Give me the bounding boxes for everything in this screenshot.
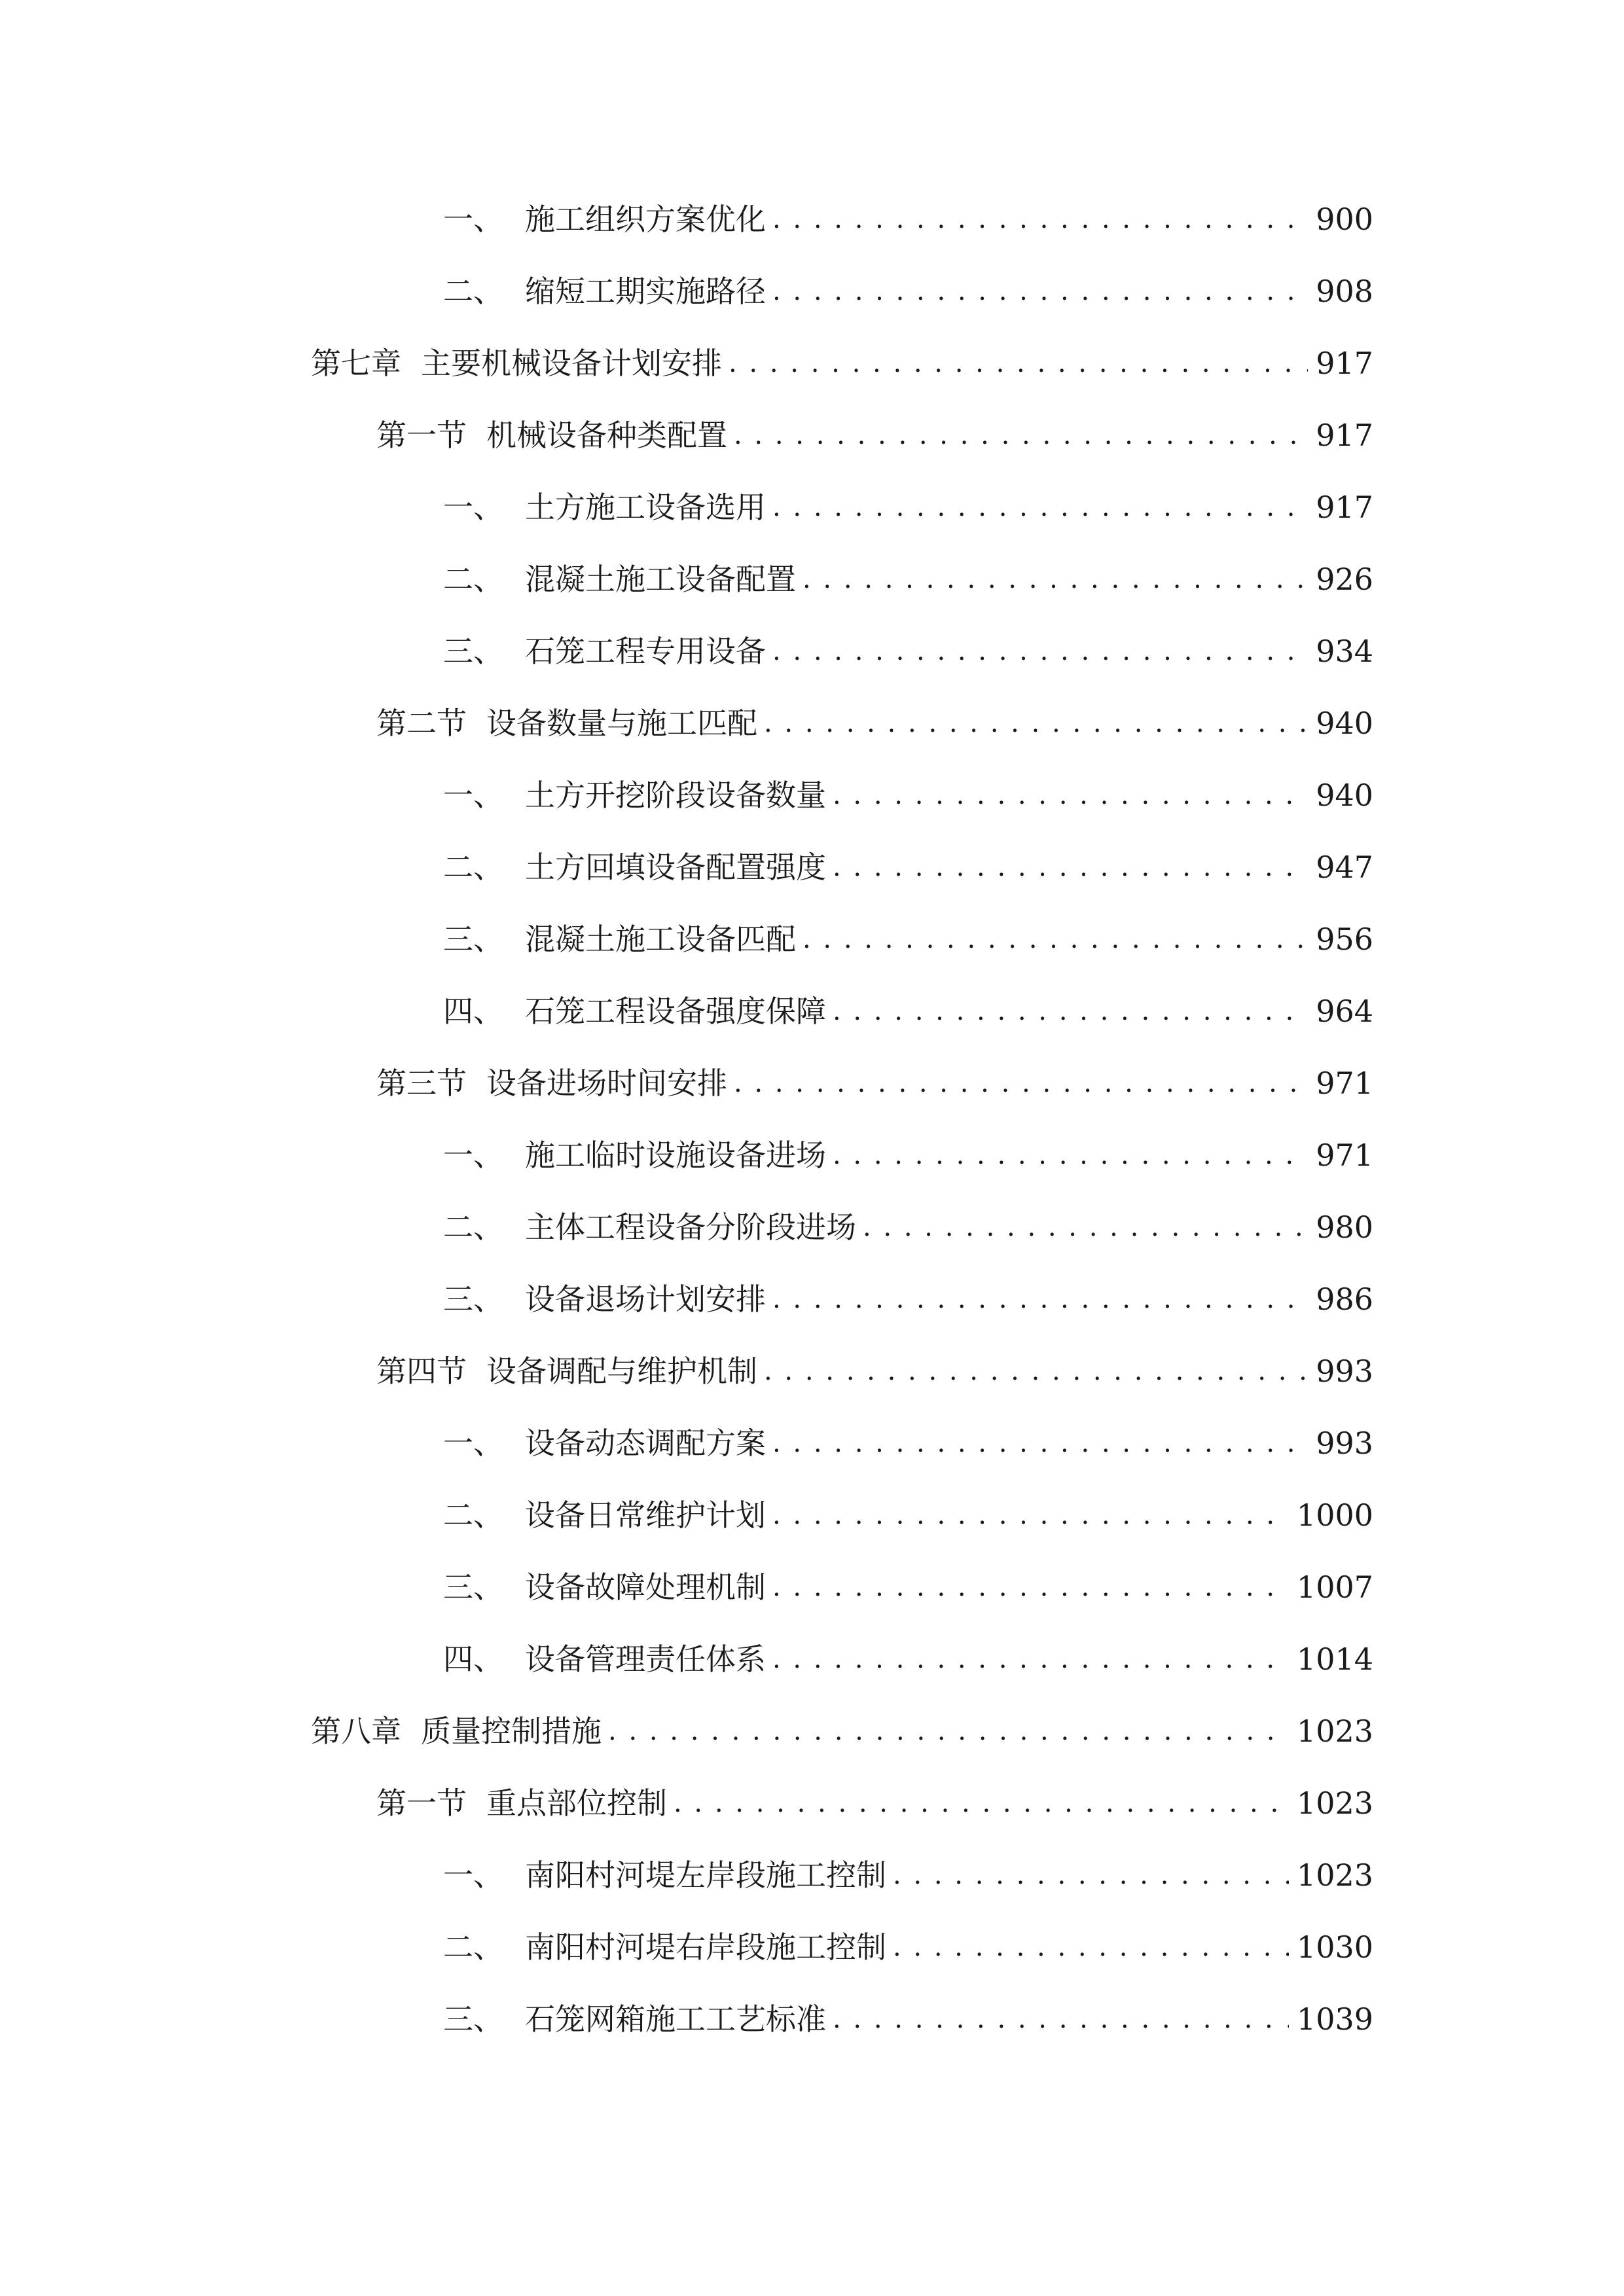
toc-entry[interactable] (376, 1774, 1373, 1833)
dot-leader (674, 1774, 1289, 1833)
toc-entry[interactable] (443, 262, 1373, 321)
toc-entry-page: 993 (1316, 1354, 1373, 1389)
toc-entry[interactable] (311, 1702, 1373, 1761)
toc-entry-page: 917 (1316, 418, 1373, 453)
toc-entry-number: 一、 (443, 202, 503, 237)
toc-entry-title: 施工临时设施设备进场 (525, 1138, 826, 1173)
toc-entry-number: 三、 (443, 922, 503, 957)
toc-entry-number: 一、 (443, 778, 503, 813)
dot-leader (772, 1558, 1289, 1617)
toc-entry[interactable] (443, 910, 1373, 969)
toc-entry-title: 混凝土施工设备匹配 (525, 922, 796, 957)
toc-entry-page: 934 (1316, 634, 1373, 669)
toc-entry-page: 964 (1316, 994, 1373, 1029)
toc-entry[interactable] (443, 1558, 1373, 1617)
toc-entry-page: 956 (1316, 922, 1373, 957)
toc-entry-title: 石笼工程设备强度保障 (525, 994, 826, 1029)
dot-leader (734, 1054, 1308, 1113)
toc-entry-number: 三、 (443, 1570, 503, 1605)
toc-entry-number: 二、 (443, 1210, 503, 1245)
toc-entry[interactable] (443, 1630, 1373, 1689)
toc-entry[interactable] (443, 1846, 1373, 1905)
toc-entry-number: 一、 (443, 1426, 503, 1461)
toc-entry-page: 1023 (1296, 1713, 1373, 1749)
toc-entry-title: 石笼网箱施工工艺标准 (525, 2001, 826, 2037)
toc-entry-page: 947 (1316, 850, 1373, 885)
toc-entry[interactable] (443, 1918, 1373, 1977)
toc-entry-page: 1000 (1296, 1498, 1373, 1533)
toc-entry-title: 机械设备种类配置 (486, 418, 727, 453)
toc-entry[interactable] (443, 1198, 1373, 1257)
toc-entry[interactable] (443, 1270, 1373, 1329)
toc-entry-number: 第三节 (376, 1066, 467, 1101)
toc-entry[interactable] (443, 478, 1373, 537)
toc-entry-title: 土方回填设备配置强度 (525, 850, 826, 885)
toc-entry-title: 设备动态调配方案 (525, 1426, 766, 1461)
dot-leader (833, 838, 1308, 897)
toc-entry[interactable] (376, 694, 1373, 753)
toc-entry-page: 940 (1316, 778, 1373, 813)
toc-entry-page: 926 (1316, 562, 1373, 597)
dot-leader (893, 1846, 1289, 1905)
toc-entry-title: 质量控制措施 (421, 1713, 602, 1749)
toc-entry-page: 980 (1316, 1210, 1373, 1245)
dot-leader (764, 1342, 1308, 1401)
toc-entry[interactable] (443, 190, 1373, 249)
toc-entry-number: 第七章 (311, 346, 401, 381)
toc-entry-number: 一、 (443, 1857, 503, 1893)
toc-entry-page: 1023 (1296, 1785, 1373, 1821)
toc-entry[interactable] (443, 766, 1373, 825)
dot-leader (772, 478, 1308, 537)
toc-entry-page: 1014 (1296, 1641, 1373, 1677)
toc-entry-page: 940 (1316, 706, 1373, 741)
toc-entry-number: 二、 (443, 562, 503, 597)
toc-entry-page: 986 (1316, 1282, 1373, 1317)
toc-entry-number: 三、 (443, 1282, 503, 1317)
toc-entry-page: 1030 (1296, 1929, 1373, 1965)
toc-entry[interactable] (443, 982, 1373, 1041)
toc-entry-number: 第一节 (376, 418, 467, 453)
toc-entry-number: 一、 (443, 490, 503, 525)
toc-entry-title: 混凝土施工设备配置 (525, 562, 796, 597)
toc-entry[interactable] (376, 406, 1373, 465)
toc-entry[interactable] (443, 838, 1373, 897)
toc-entry[interactable] (443, 1486, 1373, 1545)
toc-entry-number: 二、 (443, 274, 503, 309)
dot-leader (734, 406, 1308, 465)
dot-leader (729, 334, 1308, 393)
toc-entry-page: 917 (1316, 490, 1373, 525)
toc-entry[interactable] (376, 1342, 1373, 1401)
toc-entry-page: 971 (1316, 1066, 1373, 1101)
dot-leader (833, 766, 1308, 825)
toc-entry[interactable] (443, 622, 1373, 681)
toc-entry-number: 三、 (443, 634, 503, 669)
toc-entry-page: 993 (1316, 1426, 1373, 1461)
toc-entry-title: 设备调配与维护机制 (486, 1354, 757, 1389)
toc-entry-number: 四、 (443, 994, 503, 1029)
toc-entry-title: 设备日常维护计划 (525, 1498, 766, 1533)
dot-leader (772, 262, 1308, 321)
toc-entry-title: 设备故障处理机制 (525, 1570, 766, 1605)
toc-entry-title: 南阳村河堤左岸段施工控制 (525, 1857, 886, 1893)
toc-entry-title: 重点部位控制 (486, 1785, 667, 1821)
toc-entry[interactable] (376, 1054, 1373, 1113)
dot-leader (772, 190, 1308, 249)
dot-leader (833, 1126, 1308, 1185)
toc-entry-title: 设备退场计划安排 (525, 1282, 766, 1317)
toc-entry-title: 主要机械设备计划安排 (421, 346, 722, 381)
toc-entry-number: 一、 (443, 1138, 503, 1173)
toc-entry[interactable] (443, 1126, 1373, 1185)
toc-entry[interactable] (311, 334, 1373, 393)
toc-entry-number: 二、 (443, 850, 503, 885)
toc-entry-page: 908 (1316, 274, 1373, 309)
dot-leader (772, 1486, 1289, 1545)
toc-entry-page: 900 (1316, 202, 1373, 237)
toc-entry-number: 第一节 (376, 1785, 467, 1821)
toc-entry-page: 1039 (1296, 2001, 1373, 2037)
toc-entry[interactable] (443, 1990, 1373, 2049)
dot-leader (803, 550, 1308, 609)
dot-leader (863, 1198, 1308, 1257)
toc-entry[interactable] (443, 550, 1373, 609)
toc-entry-title: 南阳村河堤右岸段施工控制 (525, 1929, 886, 1965)
toc-entry-title: 设备数量与施工匹配 (486, 706, 757, 741)
toc-entry-page: 1007 (1296, 1570, 1373, 1605)
toc-entry-number: 二、 (443, 1498, 503, 1533)
toc-entry[interactable] (443, 1414, 1373, 1473)
toc-entry-title: 土方开挖阶段设备数量 (525, 778, 826, 813)
toc-entry-number: 第二节 (376, 706, 467, 741)
dot-leader (772, 1414, 1308, 1473)
toc-entry-title: 缩短工期实施路径 (525, 274, 766, 309)
toc-entry-title: 设备管理责任体系 (525, 1641, 766, 1677)
toc-entry-number: 四、 (443, 1641, 503, 1677)
dot-leader (803, 910, 1308, 969)
toc-entry-page: 1023 (1296, 1857, 1373, 1893)
dot-leader (608, 1702, 1289, 1761)
dot-leader (833, 982, 1308, 1041)
toc-entry-page: 971 (1316, 1138, 1373, 1173)
toc-entry-title: 土方施工设备选用 (525, 490, 766, 525)
toc-entry-title: 石笼工程专用设备 (525, 634, 766, 669)
toc-entry-number: 二、 (443, 1929, 503, 1965)
toc-entry-page: 917 (1316, 346, 1373, 381)
toc-entry-number: 第八章 (311, 1713, 401, 1749)
dot-leader (833, 1990, 1289, 2049)
toc-entry-title: 主体工程设备分阶段进场 (525, 1210, 856, 1245)
dot-leader (772, 1270, 1308, 1329)
dot-leader (772, 1630, 1289, 1689)
dot-leader (764, 694, 1308, 753)
toc-entry-title: 设备进场时间安排 (486, 1066, 727, 1101)
dot-leader (893, 1918, 1289, 1977)
dot-leader (772, 622, 1308, 681)
toc-entry-title: 施工组织方案优化 (525, 202, 766, 237)
toc-entry-number: 三、 (443, 2001, 503, 2037)
toc-entry-number: 第四节 (376, 1354, 467, 1389)
